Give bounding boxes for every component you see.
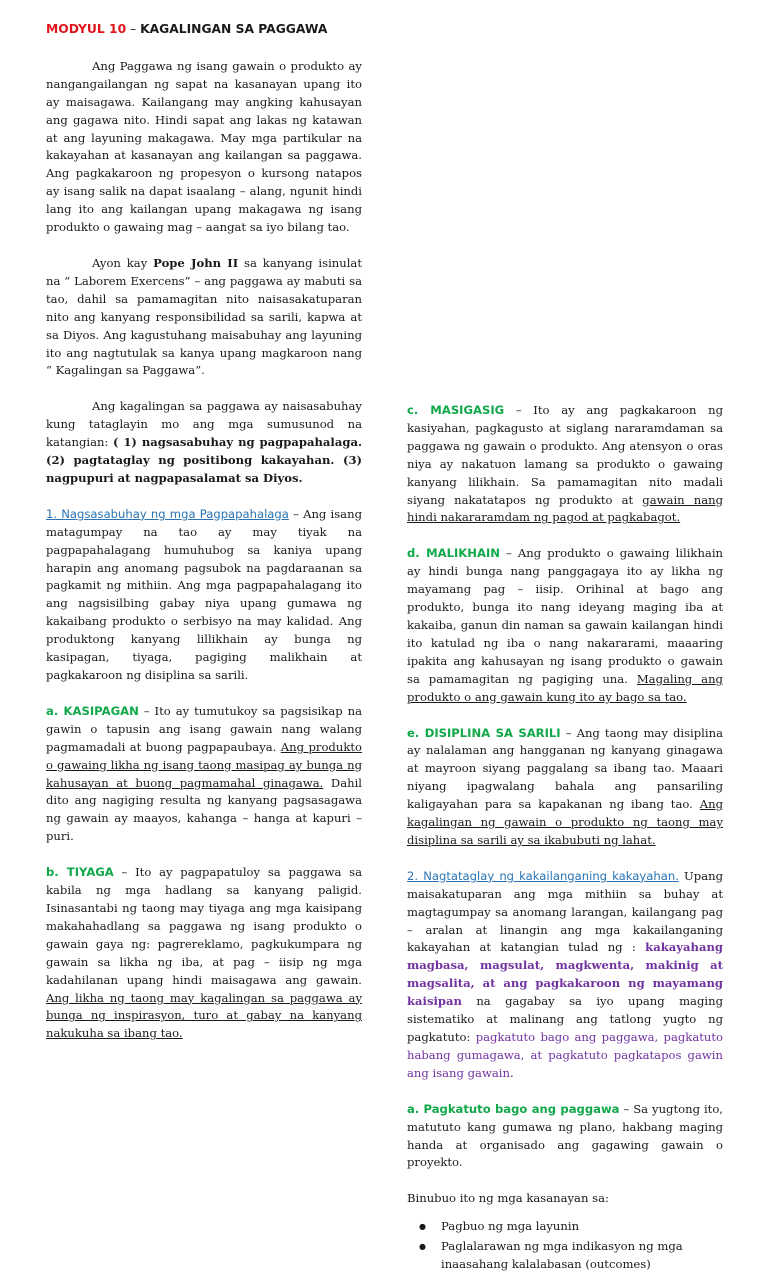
right-column bbox=[407, 402, 723, 1276]
disiplina-pre: – Ang taong may disiplina ay nalalaman ang hangganan ng kanyang ginagawa at mayroon siyang paggalang sa ibang tao. Maaari niyang ipagwalang bahala ang pansariling kaligayahan para sa kapakanan ng ibang tao. bbox=[407, 725, 723, 812]
skills-bullet-list bbox=[407, 1218, 723, 1274]
disiplina-label: e. DISIPLINA SA SARILI bbox=[407, 725, 561, 740]
tiyaga-underlined: Ang likha ng taong may kagalingan sa paggawa ay bunga ng inspirasyon, turo at gabay na kanyang nakukuha sa ibang tao. bbox=[46, 990, 362, 1041]
list-item: ● Paglalarawan ng mga indikasyon ng mga inaasahang kalalabasan (outcomes) bbox=[429, 1238, 723, 1274]
intro-paragraph: Ang Paggawa ng isang gawain o produkto ay nangangailangan ng sapat na kasanayan upang ito ay maisagawa. Kailangang may angking kahusayan ang gagawa nito. Hindi sapat ang lakas ng katawan at ang layuning makagawa. May mga partikular na kakayahan at kasanayan ang kailangan sa paggawa. Ang pagkakaroon ng propesyon o kursong natapos ay isang salik na dapat isaalang – alang, ngunit hindi lang ito ang kailangan upang makagawa ng isang produkto o gawaing mag – aangat sa iyo bilang tao. bbox=[46, 58, 362, 235]
section2-stages: pagkatuto bago ang paggawa, pagkatuto habang gumagawa, at pagkatuto pagkatapos gawin ang isang gawain bbox=[407, 1030, 723, 1080]
section2-heading: 2. Nagtataglay ng kakailanganing kakayahan. bbox=[407, 868, 679, 883]
kasipagan-post: Dahil dito ang nagiging resulta ng kanyang pagsasagawa ng gawain ay maayos, kahanga – hanga at kapuri – puri. bbox=[46, 775, 362, 844]
disiplina-paragraph bbox=[407, 725, 723, 850]
section2-mid: na gagabay sa iyo upang maging sistematiko at malinang ang tatlong yugto ng pagkatuto: bbox=[407, 994, 723, 1044]
pope-name: Pope John II bbox=[153, 255, 239, 270]
section2-paragraph bbox=[407, 868, 723, 1083]
malikhain-underlined: Magaling ang produkto o ang gawain kung ito ay bago sa tao. bbox=[407, 671, 723, 704]
kasipagan-pre: – Ito ay tumutukoy sa pagsisikap na gawin o tapusin ang isang gawain nang walang pagmamadali at buong pagpapaubaya. bbox=[46, 703, 363, 754]
section1-paragraph bbox=[46, 506, 362, 685]
kagalingan-paragraph bbox=[46, 398, 362, 488]
pope-pre: Ayon kay bbox=[92, 255, 154, 270]
page-title bbox=[46, 21, 362, 39]
masigasig-label: c. MASIGASIG bbox=[407, 403, 505, 417]
malikhain-pre: – Ang produkto o gawaing lilikhain ay hindi bunga nang panggagaya ito ay likha ng mayamang pag – iisip. Orihinal at bago ang produkto, bunga ito nang ideyang maging iba at kakaiba, ganun din naman sa gawain kailangan hindi ito katulad ng iba o nang nakararami, maaaring ipakita ang kahusayan ng isang produkto o gawain sa pamamagitan ng pagiging una. bbox=[407, 546, 723, 686]
module-label: MODYUL 10 bbox=[46, 22, 127, 36]
kagalingan-list: ( 1) nagsasabuhay ng pagpapahalaga. (2) pagtataglay ng positibong kakayahan. (3) nagpupuri at nagpapasalamat sa Diyos. bbox=[46, 435, 362, 485]
kasipagan-underlined: Ang produkto o gawaing likha ng isang taong masipag ay bunga ng kahusayan at buong pagmamahal ginagawa. bbox=[46, 739, 362, 790]
title-separator: – bbox=[126, 22, 141, 36]
tiyaga-pre: – Ito ay pagpapatuloy sa paggawa sa kabila ng mga hadlang sa kanyang paligid. Isinasantabi ng taong may tiyaga ang mga kaisipang makahahadlang sa paggawa ng isang produkto o gawain gaya ng: pagrereklamo, pagkukumpara ng gawain sa likha ng iba, at pag – iisip ng mga kadahilanan upang hindi maisagawa ang gawain. bbox=[46, 865, 362, 987]
title-text: KAGALINGAN SA PAGGAWA bbox=[140, 22, 328, 36]
pope-paragraph bbox=[46, 255, 362, 380]
list-item: ● Pagbuo ng mga layunin bbox=[429, 1218, 723, 1236]
pagkatuto-paragraph bbox=[407, 1101, 723, 1173]
kagalingan-pre: Ang kagalingan sa paggawa ay naisasabuhay kung tataglayin mo ang mga sumusunod na katangian: bbox=[46, 399, 362, 450]
binubuo-text: Binubuo ito ng mga kasanayan sa: bbox=[407, 1191, 609, 1206]
tiyaga-paragraph bbox=[46, 864, 362, 1043]
malikhain-paragraph bbox=[407, 545, 723, 706]
section2-body: Upang maisakatuparan ang mga mithiin sa buhay at magtagumpay sa anomang larangan, kailangang pag – aralan at linangin ang mga kakailanganing kakayahan at katangian tulad ng : bbox=[407, 868, 723, 955]
malikhain-label: d. MALIKHAIN bbox=[407, 546, 500, 561]
tiyaga-label: b. TIYAGA bbox=[46, 865, 114, 880]
section2-skills: kakayahang magbasa, magsulat, magkwenta, makinig at magsalita, at ang pagkakaroon ng mayamang kaisipan bbox=[407, 940, 723, 1009]
pope-post: sa kanyang isinulat na “ Laborem Exercens” – ang paggawa ay mabuti sa tao, dahil sa pamamagitan nito naisasakatuparan nito ang kanyang responsibilidad sa sarili, kapwa at sa Diyos. Ang kagustuhang maisabuhay ang layuning ito ang nagtutulak sa kanya upang magkaroon nang “ Kagalingan sa Paggawa”. bbox=[46, 255, 362, 378]
disiplina-underlined: Ang kagalingan ng gawain o produkto ng taong may disiplina sa sarili ay sa ikabubuti ng lahat. bbox=[407, 797, 723, 847]
kasipagan-paragraph bbox=[46, 703, 362, 846]
masigasig-paragraph bbox=[407, 402, 723, 527]
section2-end: . bbox=[509, 1065, 514, 1080]
kasipagan-label: a. KASIPAGAN bbox=[46, 703, 139, 718]
section1-body: – Ang isang matagumpay na tao ay may tiyak na pagpapahalagang humuhubog sa kaniya upang harapin ang anomang pagsubok na pagdaraanan sa pagkamit ng mithiin. Ang mga pagpapahalagang ito ang nagsisilbing gabay niya upang gumawa ng kakaibang produkto o serbisyo na may kalidad. Ang produktong kanyang lillikhain ay bunga ng kasipagan, tiyaga, pagiging malikhain at pagkakaroon ng disiplina sa sarili. bbox=[46, 506, 362, 682]
pagkatuto-label: a. Pagkatuto bago ang paggawa bbox=[407, 1101, 620, 1116]
pagkatuto-body: – Sa yugtong ito, matututo kang gumawa ng plano, hakbang maging handa at organisado ang gagawing gawain o proyekto. bbox=[407, 1101, 723, 1170]
masigasig-pre: – Ito ay ang pagkakaroon ng kasiyahan, pagkagusto at siglang nararamdaman sa paggawa ng gawain o produkto. Ang atensyon o oras niya ay nakatuon lamang sa produkto o gawaing kanyang lilikhain. Sa pamamagitan nito madali siyang nakatatapos ng produkto at bbox=[407, 403, 723, 507]
left-column bbox=[46, 21, 362, 1061]
masigasig-underlined: gawain nang hindi nakararamdam ng pagod at pagkabagot. bbox=[407, 492, 723, 525]
section1-heading: 1. Nagsasabuhay ng mga Pagpapahalaga bbox=[46, 506, 289, 521]
